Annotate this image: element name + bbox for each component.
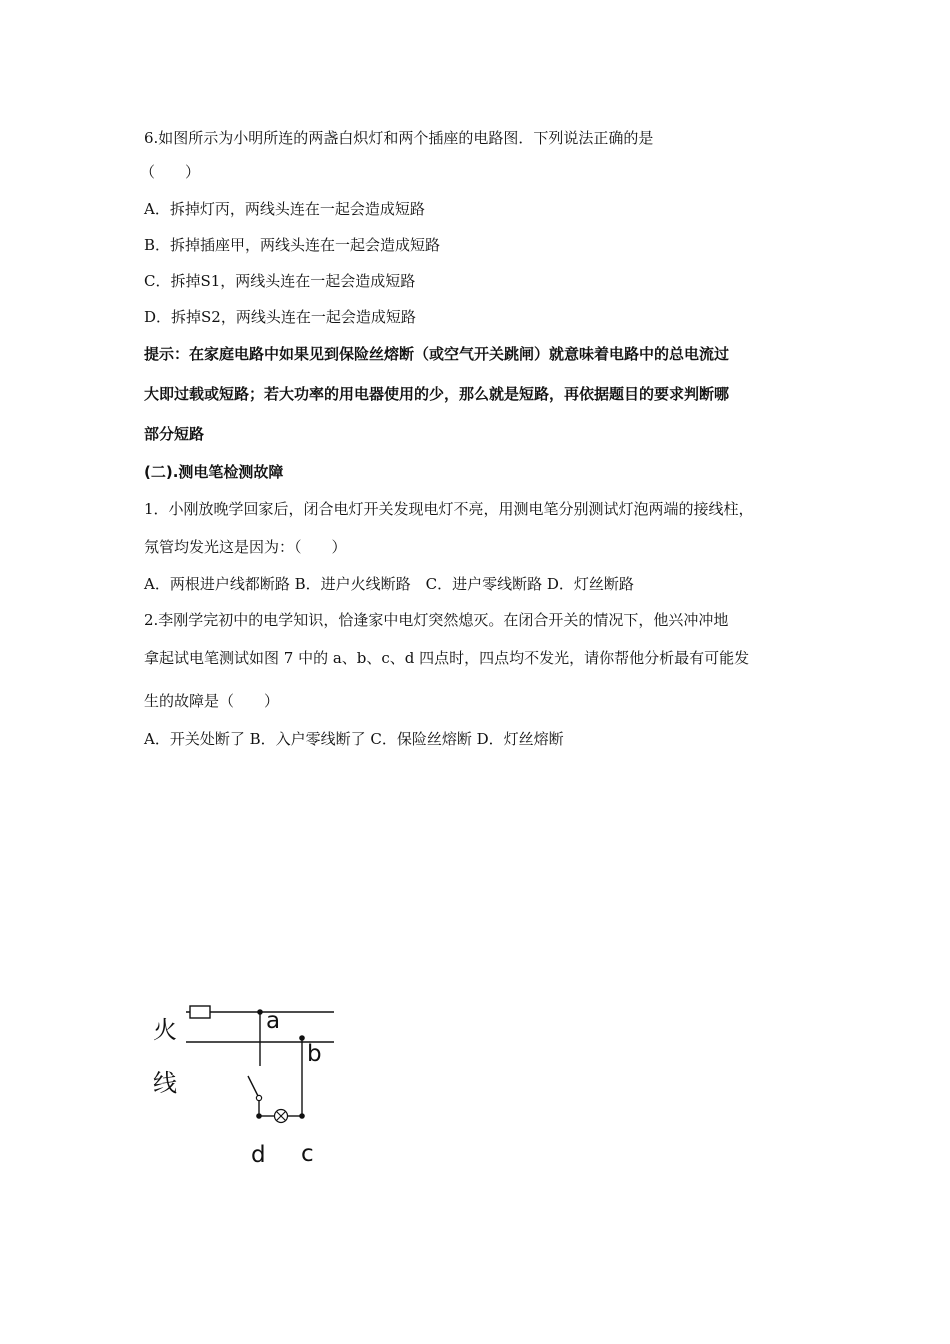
label-b: b	[307, 1041, 322, 1067]
q6-option-b: B．拆掉插座甲，两线头连在一起会造成短路	[144, 236, 441, 254]
q2-options: A．开关处断了 B．入户零线断了 C．保险丝熔断 D．灯丝熔断	[144, 730, 564, 748]
switch-icon	[248, 1076, 258, 1096]
circuit-diagram	[150, 1000, 350, 1180]
node-d-dot	[256, 1113, 262, 1119]
q2-line-3: 生的故障是（ ）	[144, 692, 280, 710]
circuit-svg	[150, 1000, 350, 1180]
q1-line-1: 1．小刚放晚学回家后，闭合电灯开关发现电灯不亮，用测电笔分别测试灯泡两端的接线柱，	[144, 500, 754, 518]
section-title: (二).测电笔检测故障	[144, 463, 284, 481]
q1-options: A．两根进户线都断路 B．进户火线断路 C．进户零线断路 D．灯丝断路	[144, 575, 634, 593]
tip-line-2: 大即过载或短路；若大功率的用电器使用的少，那么就是短路，再依据题目的要求判断哪	[144, 385, 730, 403]
tip-line-3: 部分短路	[144, 425, 205, 443]
q6-option-d: D．拆掉S2，两线头连在一起会造成短路	[144, 308, 416, 326]
q6-option-c: C．拆掉S1，两线头连在一起会造成短路	[144, 272, 416, 290]
switch-contact-icon	[256, 1095, 261, 1100]
label-huo: 火	[153, 1016, 177, 1044]
fuse-icon	[190, 1006, 210, 1018]
label-d: d	[251, 1142, 266, 1168]
label-a: a	[266, 1008, 281, 1034]
q2-line-2: 拿起试电笔测试如图 7 中的 a、b、c、d 四点时，四点均不发光，请你帮他分析最有可能发	[144, 649, 750, 667]
q6-blank: （ ）	[140, 163, 201, 181]
q6-stem: 6.如图所示为小明所连的两盏白炽灯和两个插座的电路图．下列说法正确的是	[144, 129, 654, 147]
label-c: c	[301, 1141, 314, 1167]
label-xian: 线	[153, 1069, 177, 1097]
q2-line-1: 2.李刚学完初中的电学知识，恰逢家中电灯突然熄灭。在闭合开关的情况下，他兴冲冲地	[144, 611, 729, 629]
q6-option-a: A．拆掉灯丙，两线头连在一起会造成短路	[144, 200, 425, 218]
q1-line-2: 氖管均发光这是因为：（ ）	[144, 538, 347, 556]
node-c-dot	[299, 1113, 305, 1119]
tip-line-1: 提示：在家庭电路中如果见到保险丝熔断（或空气开关跳闸）就意味着电路中的总电流过	[144, 345, 730, 363]
